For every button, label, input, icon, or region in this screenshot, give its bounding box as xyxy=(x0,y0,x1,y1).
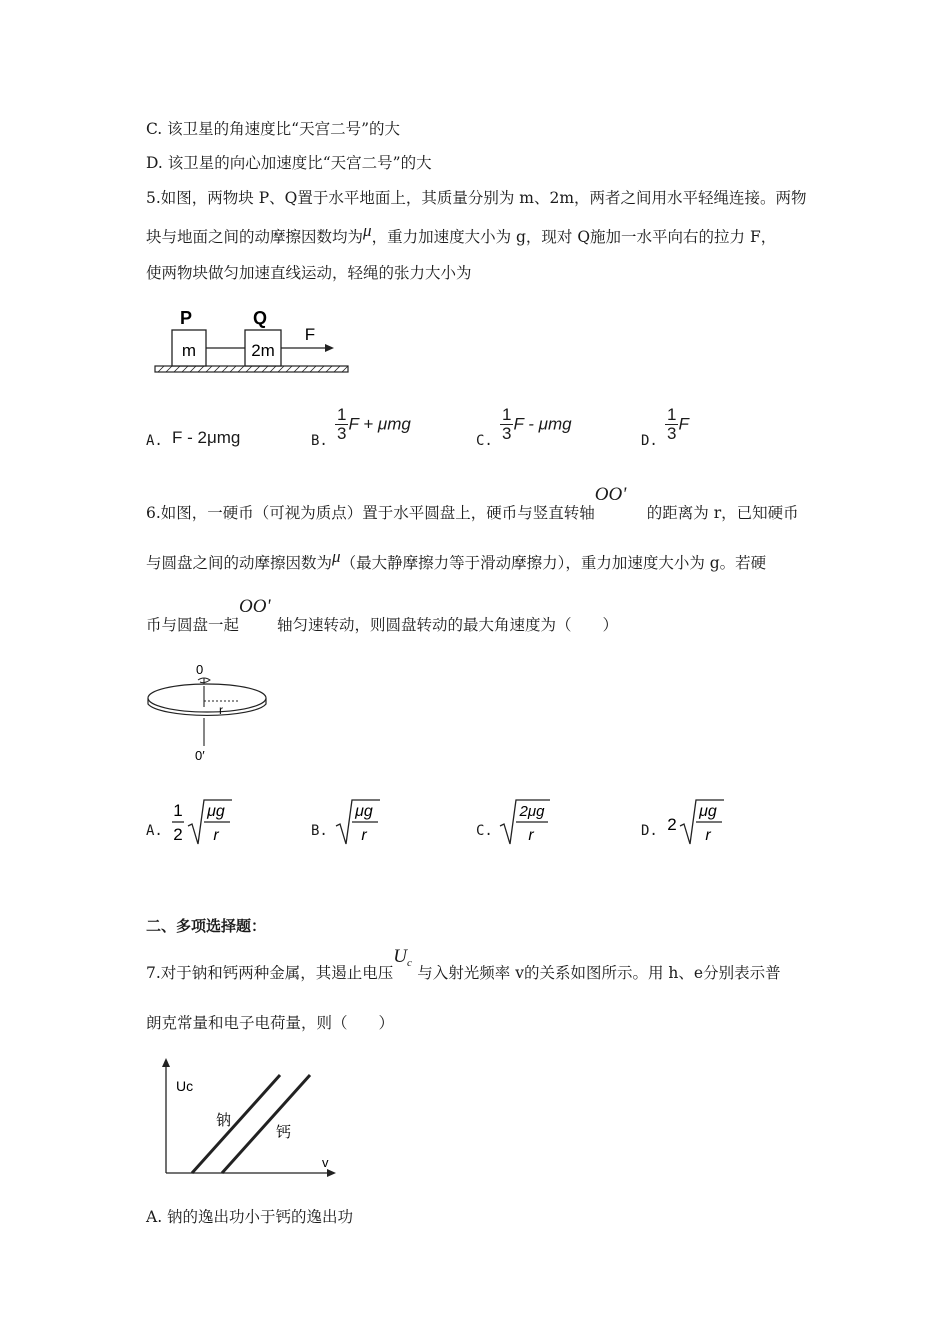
block-q-mass: 2m xyxy=(251,341,275,360)
label-q: Q xyxy=(252,308,268,328)
svg-text:μg: μg xyxy=(699,803,717,820)
axis-bottom-label: 0′ xyxy=(195,748,205,763)
q6-option-b-label: B. xyxy=(311,823,328,839)
axis-oo: OO' xyxy=(239,596,271,617)
mu-symbol: μ xyxy=(332,547,341,566)
q6-option-d-label: D. xyxy=(641,823,658,839)
q5-stem-line3: 使两物块做匀加速直线运动，轻绳的张力大小为 xyxy=(146,264,472,282)
q4-option-d: D. 该卫星的向心加速度比“天宫二号”的大 xyxy=(146,154,432,172)
svg-text:r: r xyxy=(705,827,711,844)
q7-graph xyxy=(150,1055,340,1180)
q5-option-a-label: A. xyxy=(146,433,163,449)
svg-text:μg: μg xyxy=(355,803,373,820)
section-title: 二、多项选择题： xyxy=(146,917,267,935)
y-axis-arrow xyxy=(162,1058,170,1067)
q7-stem-line2: 朗克常量和电子电荷量，则（ ） xyxy=(146,1014,395,1032)
x-axis-label: v xyxy=(322,1155,329,1170)
axis-top-label: 0 xyxy=(196,662,204,677)
q6-option-a-label: A. xyxy=(146,823,163,839)
q6-disc-figure xyxy=(140,658,280,768)
sodium-label: 钠 xyxy=(216,1112,232,1129)
svg-text:1: 1 xyxy=(173,801,183,820)
q5-stem-line2: 块与地面之间的动摩擦因数均为μ，重力加速度大小为 g，现对 Q施加一水平向右的拉力 F， xyxy=(146,221,777,246)
q5-option-d-expr: $\frac{1}{3}$ F xyxy=(667,405,689,443)
q5-option-c-label: C. xyxy=(476,433,493,449)
q5-option-d-label: D. xyxy=(641,433,658,449)
x-axis-arrow xyxy=(327,1169,336,1177)
q6-option-c-expr xyxy=(498,796,554,848)
svg-text:2: 2 xyxy=(173,825,183,844)
svg-text:2: 2 xyxy=(667,815,677,834)
q6-option-a-expr xyxy=(170,796,234,848)
q6-stem-line1: 6.如图，一硬币（可视为质点）置于水平圆盘上，硬币与竖直转轴OO'的距离为 r，已知硬币 xyxy=(146,484,799,522)
y-axis-label: Uc xyxy=(176,1078,194,1094)
svg-text:r: r xyxy=(213,827,219,844)
calcium-label: 钙 xyxy=(276,1124,292,1141)
svg-text:μg: μg xyxy=(207,803,225,820)
q7-option-a: A. 钠的逸出功小于钙的逸出功 xyxy=(146,1208,354,1226)
svg-text:2μg: 2μg xyxy=(519,803,545,820)
q7-stem-line1: 7.对于钠和钙两种金属，其遏止电压$U_c$与入射光频率 v的关系如图所示。用 h、e分别表示普 xyxy=(146,946,781,982)
q4-option-c: C. 该卫星的角速度比“天宫二号”的大 xyxy=(146,120,401,138)
q6-option-d-expr xyxy=(664,796,728,848)
q5-option-c-expr: $\frac{1}{3}$ F - μmg xyxy=(502,405,572,443)
q5-option-b-label: B. xyxy=(311,433,328,449)
svg-text:r: r xyxy=(361,827,367,844)
uc-symbol: $U_c$ xyxy=(393,946,412,970)
q6-stem-line2: 与圆盘之间的动摩擦因数为μ（最大静摩擦力等于滑动摩擦力），重力加速度大小为 g。若硬 xyxy=(146,547,767,572)
q5-blocks-figure xyxy=(150,300,355,378)
q5-option-a-expr: F - 2μmg xyxy=(172,428,241,447)
q6-stem-line3: 币与圆盘一起OO'轴匀速转动，则圆盘转动的最大角速度为（ ） xyxy=(146,596,619,634)
svg-text:r: r xyxy=(528,827,534,844)
disc-top xyxy=(148,684,266,712)
label-f: F xyxy=(304,325,316,344)
q6-option-b-expr xyxy=(334,796,384,848)
mu-symbol: μ xyxy=(363,221,372,240)
q6-option-c-label: C. xyxy=(476,823,493,839)
q5-option-b-expr: $\frac{1}{3}$ F + μmg xyxy=(337,405,411,443)
label-p: P xyxy=(179,308,193,328)
axis-oo: OO' xyxy=(594,484,627,505)
radius-label: r xyxy=(219,703,223,717)
block-p-mass: m xyxy=(181,341,197,360)
q5-stem-line1: 5.如图，两物块 P、Q置于水平地面上，其质量分别为 m、2m，两者之间用水平轻绳连接。两物 xyxy=(146,189,807,207)
